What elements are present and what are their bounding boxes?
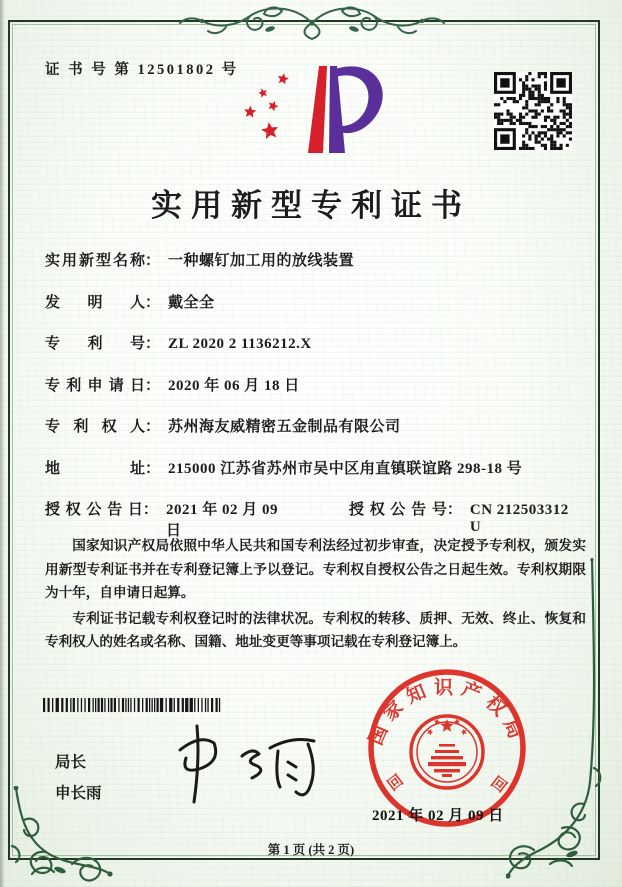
certificate-title: 实用新型专利证书 xyxy=(151,188,471,223)
field-label: 发明人 xyxy=(45,294,145,311)
field-row-patentee: 专利权人 ： 苏州海友威精密五金制品有限公司 xyxy=(45,415,582,439)
field-value: 戴全全 xyxy=(168,294,215,311)
field-label: 实用新型名称 xyxy=(45,253,145,269)
field-row-address: 地址 ： 215000 江苏省苏州市吴中区甪直镇联谊路 298-18 号 xyxy=(45,457,582,481)
field-label: 授权公告日 xyxy=(45,502,143,518)
field-row-patent-number: 专利号 ： ZL 2020 2 1136212.X xyxy=(45,332,582,356)
svg-text:回: 回 xyxy=(385,772,407,795)
field-value: 215000 江苏省苏州市吴中区甪直镇联谊路 298-18 号 xyxy=(168,460,523,477)
field-value: 一种螺钉加工用的放线装置 xyxy=(168,253,355,269)
certificate-number: 证 书 号 第 12501802 号 xyxy=(45,62,239,78)
qr-code xyxy=(494,72,572,150)
field-row-filing-date: 专利申请日 ： 2020 年 06 月 18 日 xyxy=(45,374,582,398)
logo-purple-stem xyxy=(329,66,345,153)
field-label: 地址 xyxy=(45,460,145,477)
page-number: 第 1 页 (共 2 页) xyxy=(267,843,355,857)
svg-text:回: 回 xyxy=(487,774,510,797)
field-label: 授权公告号 xyxy=(348,502,447,518)
field-label: 专利权人 xyxy=(45,419,145,435)
top-flourish-ornament xyxy=(178,1,446,41)
seal-date: 2021 年 02 月 09 日 xyxy=(372,808,504,824)
certificate-fields xyxy=(45,249,582,540)
field-label: 专利号 xyxy=(45,336,145,352)
field-value: 2021 年 02 月 09 日 xyxy=(165,502,278,539)
field-value: 2020 年 06 月 18 日 xyxy=(168,377,300,394)
field-label: 专利申请日 xyxy=(45,377,145,394)
field-value: 苏州海友威精密五金制品有限公司 xyxy=(168,419,401,435)
field-value: ZL 2020 2 1136212.X xyxy=(168,336,312,352)
cnipa-logo xyxy=(226,56,396,168)
signature-shen-changyu xyxy=(150,718,340,818)
field-value: CN 212503312 U xyxy=(469,502,569,535)
legal-paragraph-2: 专利证书记载专利权登记时的法律状况。专利权的转移、质押、无效、终止、恢复和专利权人的姓名或名称、国籍、地址变更等事项记载在专利登记簿上。 xyxy=(45,610,586,650)
svg-text:国家知识产权局: 国家知识产权局 xyxy=(365,677,529,749)
field-row-inventor: 发明人 ： 戴全全 xyxy=(45,291,582,315)
legal-paragraph-1: 国家知识产权局依照中华人民共和国专利法经过初步审查，决定授予专利权，颁发实用新型专利证书并在专利登记簿上予以登记。专利权自授权公告之日起生效。专利权期限为十年，自申请日起算。 xyxy=(45,538,586,601)
barcode xyxy=(42,698,224,712)
grant-number-pair: 授权公告号 ： CN 212503312 U xyxy=(349,498,582,536)
officer-block xyxy=(55,747,102,809)
legal-text xyxy=(45,534,586,656)
grant-date-pair: 授权公告日 ： 2021 年 02 月 09 日 xyxy=(45,498,295,540)
national-emblem xyxy=(411,716,483,788)
officer-title: 局长 xyxy=(55,754,87,771)
logo-red-wedge xyxy=(308,66,327,153)
officer-name: 申长雨 xyxy=(55,785,102,802)
field-row-grant xyxy=(45,498,582,539)
field-row-utility-name: 实用新型名称 ： 一种螺钉加工用的放线装置 xyxy=(45,249,582,273)
